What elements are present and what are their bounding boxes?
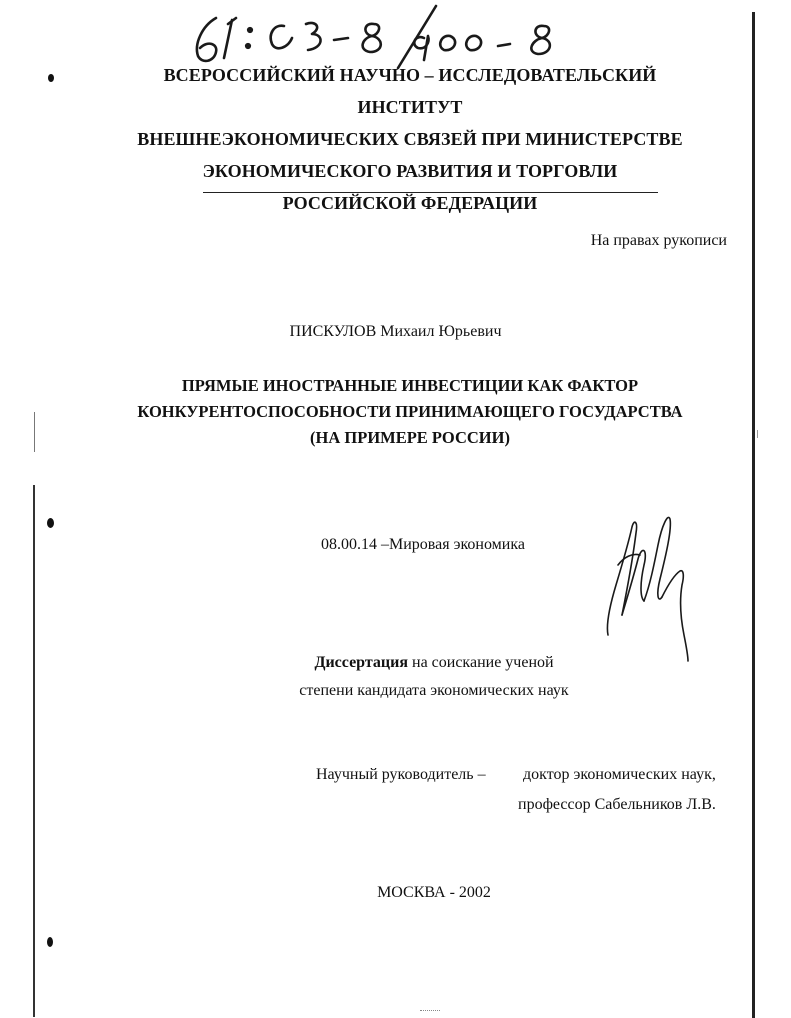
institute-line-3: ЭКОНОМИЧЕСКОГО РАЗВИТИЯ И ТОРГОВЛИ — [202, 161, 618, 181]
scan-mark-top — [48, 74, 54, 82]
scan-bottom-dots — [420, 1010, 440, 1013]
scan-edge-left — [33, 485, 35, 1017]
institute-heading — [120, 59, 700, 219]
scan-mark-bottom — [47, 937, 53, 947]
scan-mark-middle — [47, 518, 54, 528]
supervisor-name: профессор Сабельников Л.В. — [518, 796, 716, 813]
scan-edge-right-tick — [757, 430, 758, 438]
specialty-code: 08.00.14 –Мировая экономика — [321, 536, 525, 553]
dissertation-title — [120, 373, 700, 451]
dissertation-description — [0, 649, 791, 705]
manuscript-rights-note: На правах рукописи — [590, 232, 727, 249]
title-line-3: (НА ПРИМЕРЕ РОССИИ) — [310, 428, 510, 447]
scan-edge-right — [752, 12, 755, 1018]
supervisor-label: Научный руководитель – — [316, 766, 486, 783]
dissertation-line-2: степени кандидата экономических наук — [299, 682, 569, 699]
institute-line-2: ВНЕШНЕЭКОНОМИЧЕСКИХ СВЯЗЕЙ ПРИ МИНИСТЕРСТВЕ — [137, 129, 683, 149]
title-line-1: ПРЯМЫЕ ИНОСТРАННЫЕ ИНВЕСТИЦИИ КАК ФАКТОР — [181, 376, 639, 395]
supervisor-degree: доктор экономических наук, — [523, 766, 716, 783]
scan-edge-left-short — [34, 412, 35, 452]
dissertation-line-1-rest: на соискание ученой — [408, 654, 554, 671]
signature — [598, 505, 698, 665]
institute-line-4: РОССИЙСКОЙ ФЕДЕРАЦИИ — [282, 193, 538, 213]
title-line-2: КОНКУРЕНТОСПОСОБНОСТИ ПРИНИМАЮЩЕГО ГОСУДАРСТВА — [137, 402, 683, 421]
city-year: МОСКВА - 2002 — [377, 884, 491, 901]
dissertation-word: Диссертация — [314, 654, 408, 671]
dissertation-line-1 — [0, 649, 791, 677]
author-name: ПИСКУЛОВ Михаил Юрьевич — [289, 323, 502, 340]
header-divider — [203, 192, 658, 193]
institute-line-1: ВСЕРОССИЙСКИЙ НАУЧНО – ИССЛЕДОВАТЕЛЬСКИЙ ИНСТИТУТ — [163, 65, 657, 117]
